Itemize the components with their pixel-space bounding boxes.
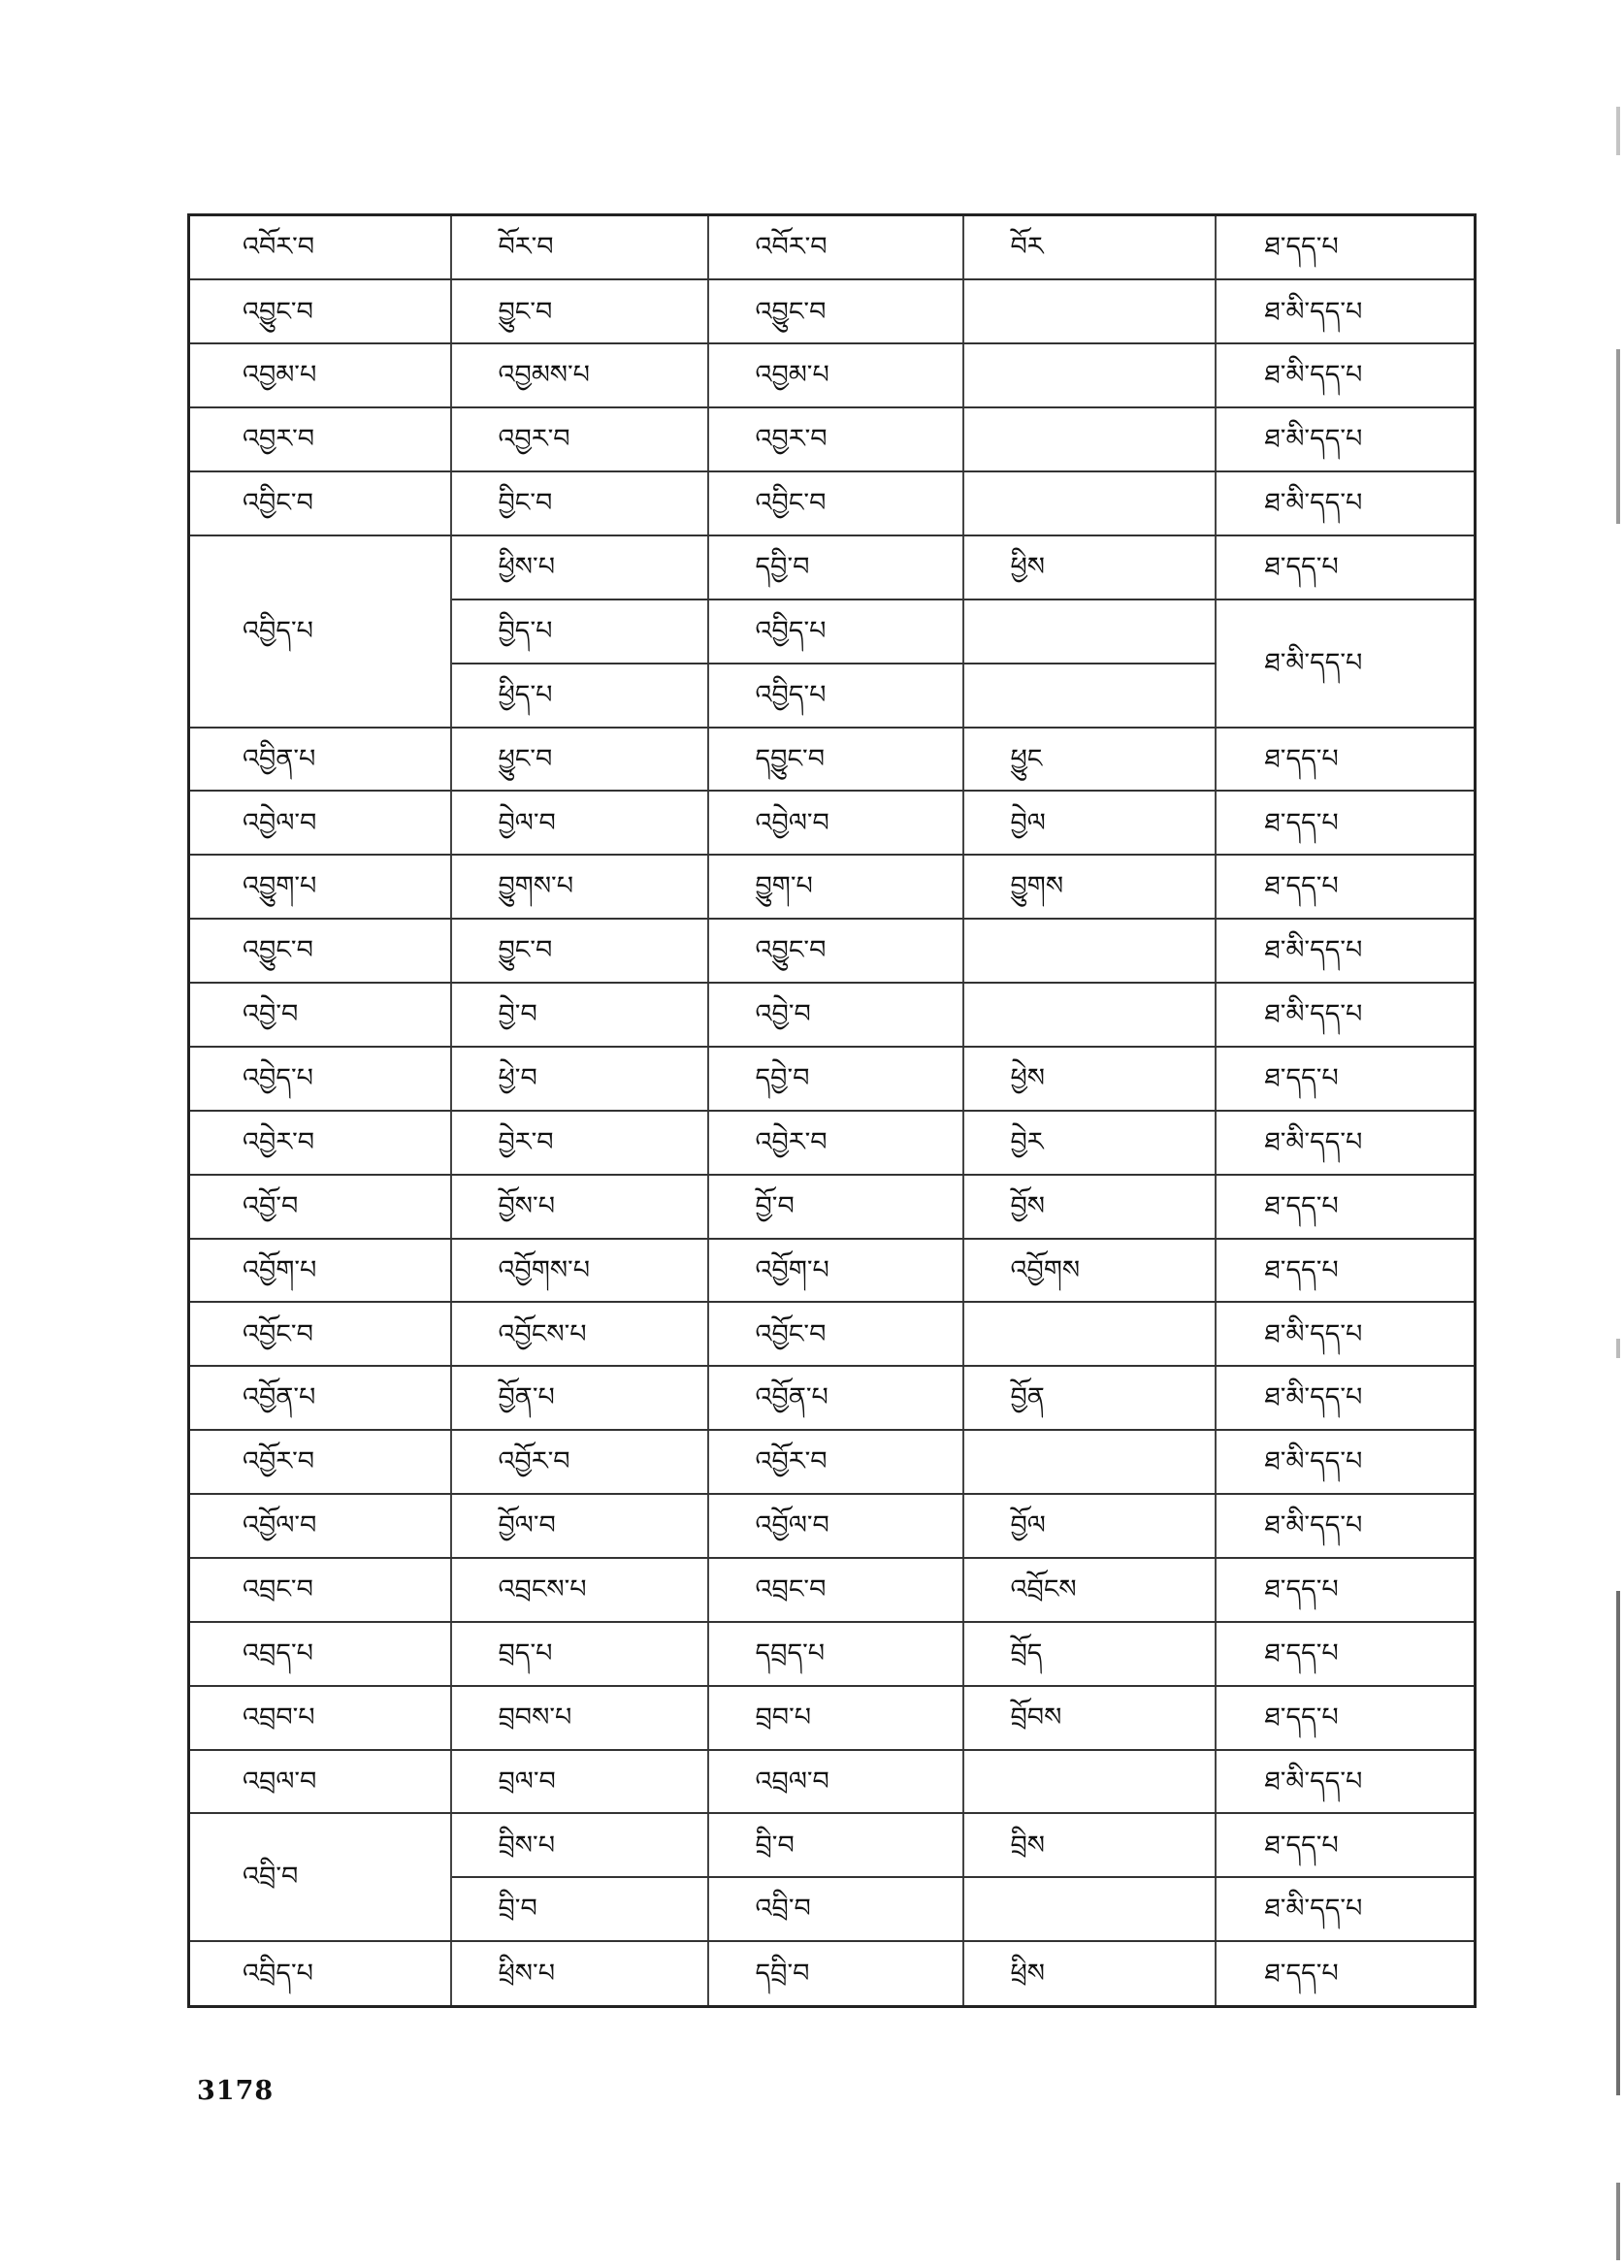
verb-cell: བྱོལ་བ xyxy=(451,1494,708,1558)
verb-cell: འབྱོན་པ xyxy=(708,1366,963,1430)
verb-cell xyxy=(963,407,1216,471)
verb-cell: འབྱེད་པ xyxy=(189,1047,451,1111)
verb-type-cell: ཐ་མི་དད་པ xyxy=(1216,919,1476,983)
verb-cell: འབྱམ་པ xyxy=(189,343,451,407)
verb-cell: འབྲངས་པ xyxy=(451,1558,708,1622)
verb-type-cell: ཐ་མི་དད་པ xyxy=(1216,471,1476,535)
verb-cell xyxy=(963,983,1216,1047)
verb-cell: བྱུག་པ xyxy=(708,855,963,919)
verb-cell: འབྲལ་བ xyxy=(189,1750,451,1814)
table-row xyxy=(189,855,1476,919)
verb-type-cell: ཐ་མི་དད་པ xyxy=(1216,983,1476,1047)
verb-cell: བྱེ་བ xyxy=(451,983,708,1047)
verb-type-cell: ཐ་དད་པ xyxy=(1216,1239,1476,1303)
verb-cell: འབྱིང་བ xyxy=(708,471,963,535)
verb-cell xyxy=(963,1750,1216,1814)
verb-cell: ཕྱིས xyxy=(963,535,1216,599)
verb-cell: དབྱེ་བ xyxy=(708,1047,963,1111)
table-row xyxy=(189,407,1476,471)
table-row xyxy=(189,1941,1476,2006)
verb-cell: འབྲལ་བ xyxy=(708,1750,963,1814)
verb-cell: འབྱུང་བ xyxy=(189,919,451,983)
verb-cell: འབྱིད་པ xyxy=(708,664,963,728)
verb-cell: བྲི་བ xyxy=(451,1877,708,1941)
verb-cell xyxy=(963,1877,1216,1941)
verb-type-cell: ཐ་མི་དད་པ xyxy=(1216,1302,1476,1366)
verb-cell: འབྲད་པ xyxy=(189,1622,451,1686)
verb-type-cell: ཐ་དད་པ xyxy=(1216,1622,1476,1686)
table-row xyxy=(189,343,1476,407)
verb-cell: བྱོས་པ xyxy=(451,1175,708,1239)
verb-cell: འབྱུང་བ xyxy=(708,279,963,343)
verb-cell: འབྱམ་པ xyxy=(708,343,963,407)
verb-type-cell: ཐ་དད་པ xyxy=(1216,535,1476,599)
verb-cell: བྱིད་པ xyxy=(451,599,708,664)
verb-cell xyxy=(963,279,1216,343)
verb-cell: བྱུགས་པ xyxy=(451,855,708,919)
verb-cell: བོར xyxy=(963,215,1216,280)
verb-cell: འབྱོར་བ xyxy=(451,1430,708,1494)
verb-cell xyxy=(963,1430,1216,1494)
verb-cell: འབྲོངས xyxy=(963,1558,1216,1622)
verb-cell: ཕྱིས་པ xyxy=(451,535,708,599)
verb-type-cell: ཐ་མི་དད་པ xyxy=(1216,279,1476,343)
verb-cell: འབྱམས་པ xyxy=(451,343,708,407)
verb-cell xyxy=(963,471,1216,535)
verb-cell: འབྱོགས xyxy=(963,1239,1216,1303)
verb-type-cell: ཐ་དད་པ xyxy=(1216,728,1476,792)
verb-cell: བྲོད xyxy=(963,1622,1216,1686)
verb-cell: འབྱོར་བ xyxy=(708,1430,963,1494)
verb-type-cell: ཐ་མི་དད་པ xyxy=(1216,1877,1476,1941)
table-row xyxy=(189,919,1476,983)
verb-cell: འབྱོག་པ xyxy=(708,1239,963,1303)
verb-cell: འབྱོག་པ xyxy=(189,1239,451,1303)
verb-type-cell: ཐ་མི་དད་པ xyxy=(1216,1750,1476,1814)
verb-cell: ཕྲིས་པ xyxy=(451,1941,708,2006)
table-row xyxy=(189,1239,1476,1303)
verb-cell: འབྲིད་པ xyxy=(189,1941,451,2006)
verb-cell: ཕྱེས xyxy=(963,1047,1216,1111)
verb-type-cell: ཐ་མི་དད་པ xyxy=(1216,1366,1476,1430)
table-row xyxy=(189,1622,1476,1686)
table-row xyxy=(189,1366,1476,1430)
verb-cell: འབྲི་བ xyxy=(189,1813,451,1941)
verb-cell: དབྱི་བ xyxy=(708,535,963,599)
table-row xyxy=(189,1111,1476,1175)
table-row xyxy=(189,535,1476,599)
verb-type-cell: ཐ་མི་དད་པ xyxy=(1216,1111,1476,1175)
verb-type-cell: ཐ་དད་པ xyxy=(1216,1813,1476,1877)
table-row xyxy=(189,1302,1476,1366)
verb-cell: འབྱར་བ xyxy=(451,407,708,471)
page-number: 3178 xyxy=(197,2076,275,2106)
verb-cell: བྱོ་བ xyxy=(708,1175,963,1239)
verb-type-cell: ཐ་དད་པ xyxy=(1216,1941,1476,2006)
verb-cell: འབྲི་བ xyxy=(708,1877,963,1941)
verb-type-cell: ཐ་མི་དད་པ xyxy=(1216,1430,1476,1494)
table-row xyxy=(189,1686,1476,1750)
verb-cell: བྱུང་བ xyxy=(451,279,708,343)
verb-cell: འབྱར་བ xyxy=(189,407,451,471)
table-row xyxy=(189,1558,1476,1622)
table-row xyxy=(189,983,1476,1047)
verb-cell: བྱེར xyxy=(963,1111,1216,1175)
verb-cell xyxy=(963,1302,1216,1366)
verb-cell: འབྱིང་བ xyxy=(189,471,451,535)
table-row xyxy=(189,791,1476,855)
verb-cell: འབྱུག་པ xyxy=(189,855,451,919)
verb-cell: བོར་བ xyxy=(451,215,708,280)
verb-conjugation-table xyxy=(187,213,1477,2008)
verb-cell: འབྱར་བ xyxy=(708,407,963,471)
verb-cell: འབྱུང་བ xyxy=(189,279,451,343)
verb-type-cell: ཐ་དད་པ xyxy=(1216,791,1476,855)
verb-cell: འབྱོལ་བ xyxy=(189,1494,451,1558)
verb-cell: དབྱུང་བ xyxy=(708,728,963,792)
verb-type-cell: ཐ་དད་པ xyxy=(1216,1558,1476,1622)
table-row xyxy=(189,471,1476,535)
table-row xyxy=(189,1047,1476,1111)
verb-cell: བྱིང་བ xyxy=(451,471,708,535)
verb-cell: འབྱོལ་བ xyxy=(708,1494,963,1558)
verb-cell: དབྲད་པ xyxy=(708,1622,963,1686)
verb-cell: འབྱུང་བ xyxy=(708,919,963,983)
verb-cell xyxy=(963,664,1216,728)
verb-type-cell: ཐ་དད་པ xyxy=(1216,1175,1476,1239)
verb-cell: ཕྱེ་བ xyxy=(451,1047,708,1111)
verb-cell: འབྱོ་བ xyxy=(189,1175,451,1239)
verb-cell: བྲད་པ xyxy=(451,1622,708,1686)
verb-cell: ཕྱུང xyxy=(963,728,1216,792)
table-row xyxy=(189,1175,1476,1239)
verb-cell: བྱུགས xyxy=(963,855,1216,919)
verb-cell: བྲིས་པ xyxy=(451,1813,708,1877)
verb-cell: འབྱོགས་པ xyxy=(451,1239,708,1303)
verb-cell: བྱུང་བ xyxy=(451,919,708,983)
verb-cell: ཕྱིད་པ xyxy=(451,664,708,728)
table-row xyxy=(189,279,1476,343)
verb-cell xyxy=(963,599,1216,664)
verb-cell: འབྱེ་བ xyxy=(189,983,451,1047)
verb-cell: བྲིས xyxy=(963,1813,1216,1877)
verb-type-cell: ཐ་དད་པ xyxy=(1216,215,1476,280)
table-row xyxy=(189,1494,1476,1558)
verb-cell: འབོར་བ xyxy=(189,215,451,280)
verb-cell: འབྱོངས་པ xyxy=(451,1302,708,1366)
verb-cell: འབྲང་བ xyxy=(189,1558,451,1622)
verb-type-cell: ཐ་དད་པ xyxy=(1216,1686,1476,1750)
verb-type-cell: ཐ་མི་དད་པ xyxy=(1216,407,1476,471)
verb-cell: བྲབས་པ xyxy=(451,1686,708,1750)
verb-cell: འབྱོར་བ xyxy=(189,1430,451,1494)
table-row xyxy=(189,1750,1476,1814)
verb-cell: བྲལ་བ xyxy=(451,1750,708,1814)
verb-cell: བྱོན xyxy=(963,1366,1216,1430)
verb-cell: ཕྲིས xyxy=(963,1941,1216,2006)
verb-cell: བྱོལ xyxy=(963,1494,1216,1558)
verb-cell: བྱེལ xyxy=(963,791,1216,855)
scan-edge-marks xyxy=(1610,0,1624,2268)
verb-cell: བྲི་བ xyxy=(708,1813,963,1877)
verb-cell: འབྱོན་པ xyxy=(189,1366,451,1430)
verb-cell: བྱོས xyxy=(963,1175,1216,1239)
verb-cell: འབྲབ་པ xyxy=(189,1686,451,1750)
verb-cell: འབྱེར་བ xyxy=(708,1111,963,1175)
verb-cell: འབོར་བ xyxy=(708,215,963,280)
verb-cell: འབྱིན་པ xyxy=(189,728,451,792)
verb-cell xyxy=(963,343,1216,407)
verb-cell: བྲོབས xyxy=(963,1686,1216,1750)
table-row xyxy=(189,215,1476,280)
verb-cell: བྱེར་བ xyxy=(451,1111,708,1175)
verb-cell: འབྱེར་བ xyxy=(189,1111,451,1175)
verb-cell: འབྱེ་བ xyxy=(708,983,963,1047)
verb-type-cell: ཐ་མི་དད་པ xyxy=(1216,599,1476,728)
table-row xyxy=(189,728,1476,792)
verb-cell: འབྱེལ་བ xyxy=(708,791,963,855)
verb-cell: བྱེལ་བ xyxy=(451,791,708,855)
verb-type-cell: ཐ་དད་པ xyxy=(1216,1047,1476,1111)
verb-type-cell: ཐ་དད་པ xyxy=(1216,855,1476,919)
verb-cell: འབྱོང་བ xyxy=(189,1302,451,1366)
verb-cell: འབྱོང་བ xyxy=(708,1302,963,1366)
table-row xyxy=(189,1813,1476,1877)
verb-cell: བྲབ་པ xyxy=(708,1686,963,1750)
verb-cell: འབྲང་བ xyxy=(708,1558,963,1622)
verb-cell: འབྱེལ་བ xyxy=(189,791,451,855)
verb-cell: དབྲི་བ xyxy=(708,1941,963,2006)
verb-cell: འབྱིད་པ xyxy=(189,535,451,728)
verb-cell xyxy=(963,919,1216,983)
verb-cell: ཕྱུང་བ xyxy=(451,728,708,792)
table-row xyxy=(189,1430,1476,1494)
verb-cell: བྱོན་པ xyxy=(451,1366,708,1430)
verb-type-cell: ཐ་མི་དད་པ xyxy=(1216,343,1476,407)
verb-type-cell: ཐ་མི་དད་པ xyxy=(1216,1494,1476,1558)
verb-cell: འབྱིད་པ xyxy=(708,599,963,664)
